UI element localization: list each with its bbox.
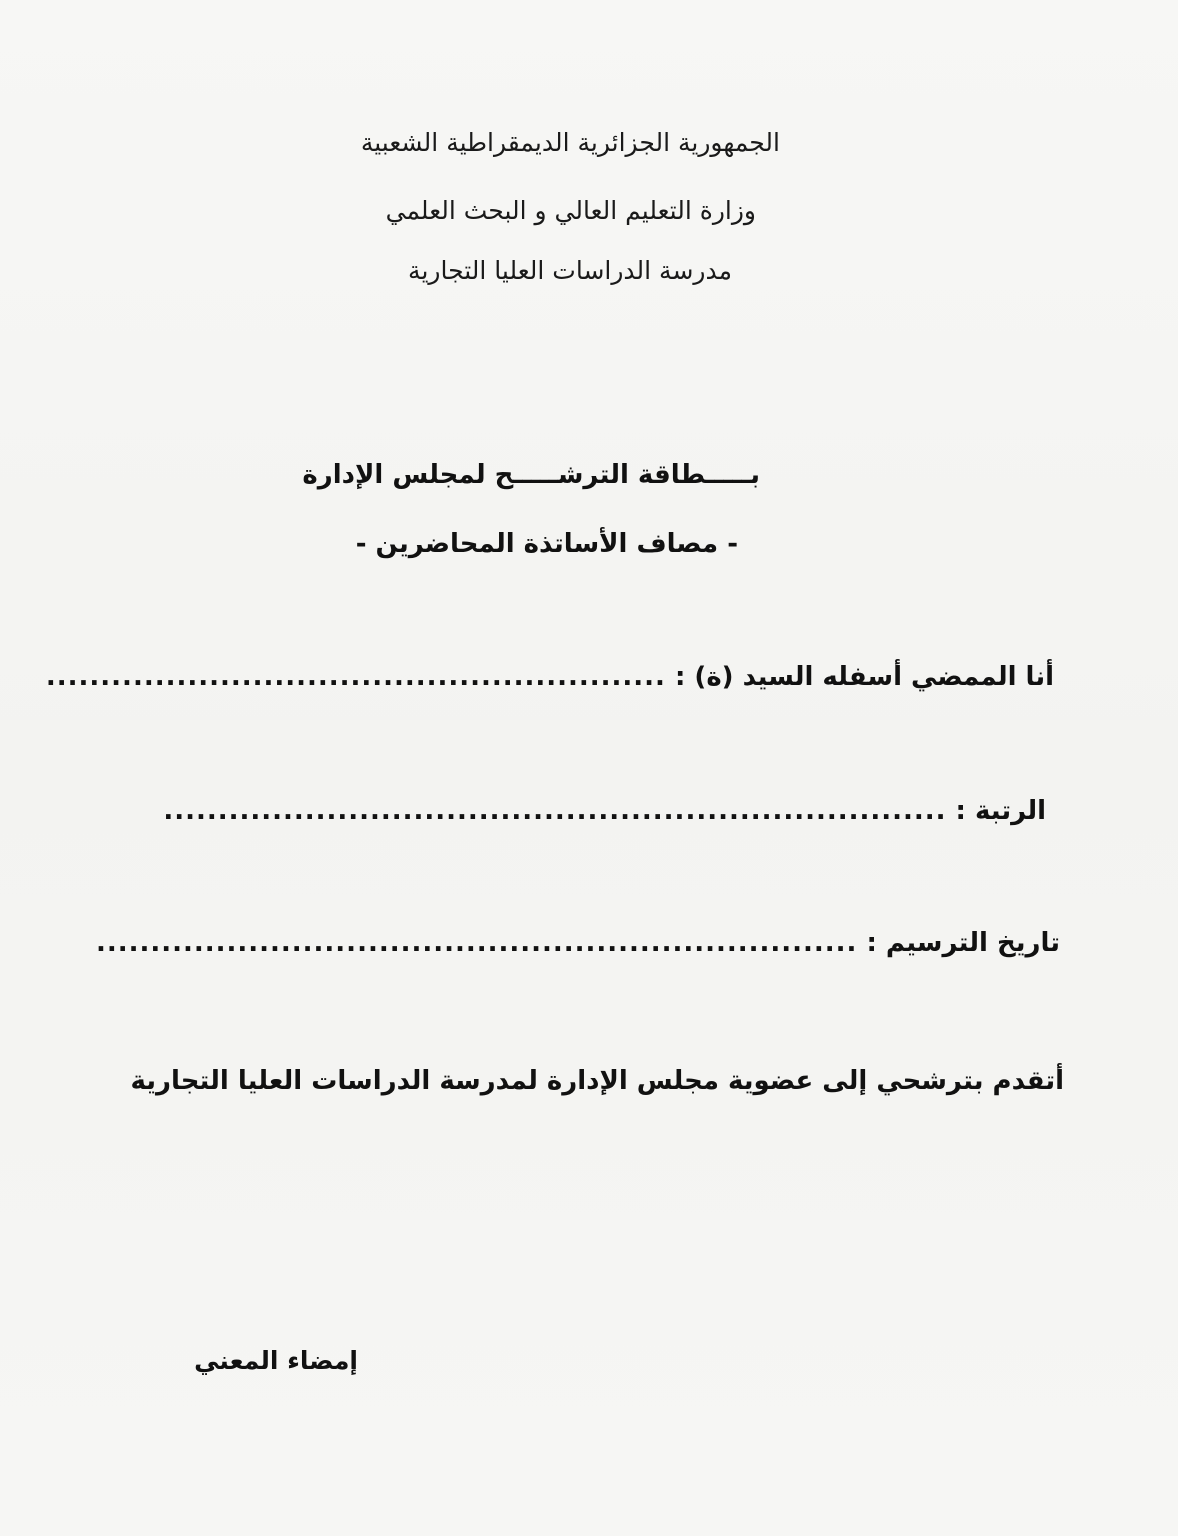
field-name-label: أنا الممضي أسفله السيد (ة) : <box>674 662 1054 692</box>
signature-label: إمضاء المعني <box>194 1346 358 1375</box>
candidacy-statement: أتقدم بترشحي إلى عضوية مجلس الإدارة لمدرسة الدراسات العليا التجارية <box>130 1066 1064 1096</box>
header-school: مدرسة الدراسات العليا التجارية <box>408 256 732 285</box>
field-name-row <box>46 662 1054 692</box>
field-appointment-label: تاريخ الترسيم : <box>866 928 1060 958</box>
header-republic: الجمهورية الجزائرية الديمقراطية الشعبية <box>360 128 780 157</box>
document-subtitle: - مصاف الأساتذة المحاضرين - <box>355 529 738 559</box>
header-ministry: وزارة التعليم العالي و البحث العلمي <box>385 196 756 225</box>
field-appointment-dots: ...................................................................... <box>96 928 858 958</box>
field-rank-dots: ........................................................................ <box>163 796 947 826</box>
field-name-dots: ......................................................... <box>45 662 666 692</box>
field-rank-label: الرتبة : <box>955 796 1046 826</box>
field-appointment-row <box>96 928 1060 958</box>
field-rank-row <box>163 796 1046 826</box>
document-title: بـــــطاقة الترشـــــح لمجلس الإدارة <box>302 460 760 490</box>
